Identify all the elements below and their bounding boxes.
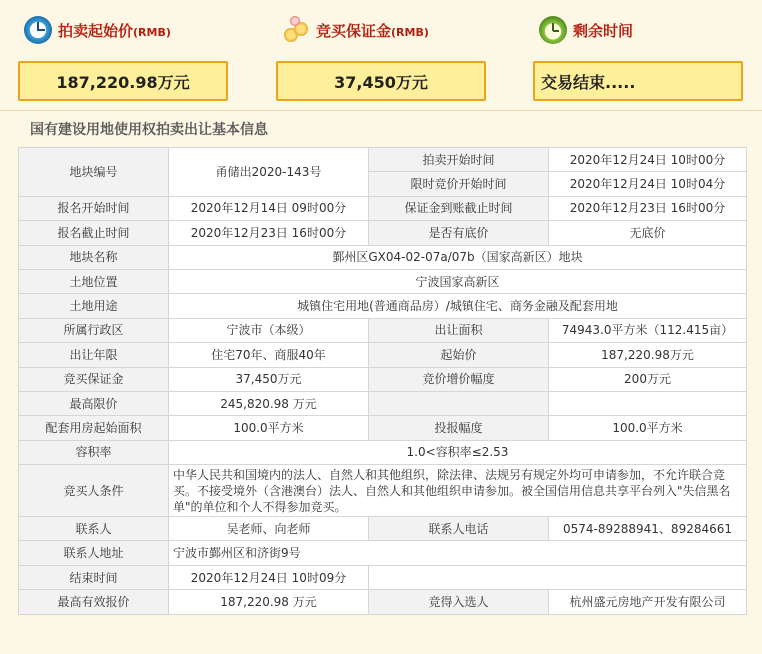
table-label: 竞买保证金 bbox=[19, 367, 169, 391]
table-label: 所属行政区 bbox=[19, 318, 169, 342]
table-value: 100.0平方米 bbox=[549, 416, 747, 440]
table-value: 1.0<容积率≤2.53 bbox=[169, 440, 747, 464]
table-value: 宁波国家高新区 bbox=[169, 269, 747, 293]
table-row bbox=[19, 416, 747, 440]
summary-bar bbox=[0, 0, 762, 108]
table-value: 200万元 bbox=[549, 367, 747, 391]
start-price-panel bbox=[18, 10, 256, 92]
table-value: 甬储出2020-143号 bbox=[169, 148, 369, 197]
deposit-value: 37,450万元 bbox=[276, 61, 486, 101]
table-value: 187,220.98万元 bbox=[549, 343, 747, 367]
table-label-empty bbox=[369, 391, 549, 415]
deposit-panel bbox=[276, 10, 514, 92]
deposit-title: 竞买保证金(RMB) bbox=[316, 21, 429, 40]
start-price-value: 187,220.98万元 bbox=[18, 61, 228, 101]
table-row bbox=[19, 343, 747, 367]
table-value: 0574-89288941、89284661 bbox=[549, 517, 747, 541]
table-label: 联系人 bbox=[19, 517, 169, 541]
start-price-title: 拍卖起始价(RMB) bbox=[58, 21, 171, 40]
table-value: 2020年12月24日 10时00分 bbox=[549, 148, 747, 172]
table-label: 投报幅度 bbox=[369, 416, 549, 440]
table-row bbox=[19, 440, 747, 464]
alarm-clock-icon bbox=[539, 16, 567, 44]
table-label: 起始价 bbox=[369, 343, 549, 367]
table-label: 土地位置 bbox=[19, 269, 169, 293]
table-row bbox=[19, 318, 747, 342]
table-row bbox=[19, 269, 747, 293]
table-label: 报名开始时间 bbox=[19, 196, 169, 220]
coins-icon bbox=[282, 16, 310, 44]
table-value: 杭州盛元房地产开发有限公司 bbox=[549, 590, 747, 614]
table-label: 最高限价 bbox=[19, 391, 169, 415]
table-value: 245,820.98 万元 bbox=[169, 391, 369, 415]
table-value: 城镇住宅用地(普通商品房）/城镇住宅、商务金融及配套用地 bbox=[169, 294, 747, 318]
table-value: 37,450万元 bbox=[169, 367, 369, 391]
table-label: 结束时间 bbox=[19, 565, 169, 589]
table-label: 是否有底价 bbox=[369, 221, 549, 245]
remaining-time-panel bbox=[533, 10, 762, 92]
remaining-time-value: 交易结束..... bbox=[533, 61, 743, 101]
table-row bbox=[19, 196, 747, 220]
table-value: 2020年12月23日 16时00分 bbox=[169, 221, 369, 245]
table-row bbox=[19, 465, 747, 517]
table-label: 限时竞价开始时间 bbox=[369, 172, 549, 196]
table-value: 宁波市（本级） bbox=[169, 318, 369, 342]
table-value: 宁波市鄞州区和济街9号 bbox=[169, 541, 747, 565]
table-value: 187,220.98 万元 bbox=[169, 590, 369, 614]
table-label: 出让面积 bbox=[369, 318, 549, 342]
table-value: 2020年12月24日 10时09分 bbox=[169, 565, 369, 589]
table-value-empty bbox=[369, 565, 747, 589]
table-value: 无底价 bbox=[549, 221, 747, 245]
table-label: 出让年限 bbox=[19, 343, 169, 367]
table-label: 土地用途 bbox=[19, 294, 169, 318]
table-label: 保证金到账截止时间 bbox=[369, 196, 549, 220]
table-label: 联系人电话 bbox=[369, 517, 549, 541]
table-row bbox=[19, 221, 747, 245]
table-value: 吴老师、向老师 bbox=[169, 517, 369, 541]
table-row bbox=[19, 367, 747, 391]
table-label: 地块名称 bbox=[19, 245, 169, 269]
table-label: 报名截止时间 bbox=[19, 221, 169, 245]
table-value-empty bbox=[549, 391, 747, 415]
table-label: 拍卖开始时间 bbox=[369, 148, 549, 172]
table-value: 2020年12月23日 16时00分 bbox=[549, 196, 747, 220]
table-label: 竞得入选人 bbox=[369, 590, 549, 614]
table-value: 2020年12月24日 10时04分 bbox=[549, 172, 747, 196]
table-value: 鄞州区GX04-02-07a/07b（国家高新区）地块 bbox=[169, 245, 747, 269]
table-value: 2020年12月14日 09时00分 bbox=[169, 196, 369, 220]
table-value: 中华人民共和国境内的法人、自然人和其他组织，除法律、法规另有规定外均可申请参加，不允许联合竞买。不接受境外（含港澳台）法人、自然人和其他组织申请参加。被全国信用信息共享平台列入"失信黑名单"的单位和个人不得参加竞买。 bbox=[169, 465, 747, 517]
table-row bbox=[19, 541, 747, 565]
table-value: 100.0平方米 bbox=[169, 416, 369, 440]
table-row bbox=[19, 294, 747, 318]
table-label: 竞买人条件 bbox=[19, 465, 169, 517]
table-label: 地块编号 bbox=[19, 148, 169, 197]
table-row bbox=[19, 245, 747, 269]
section-title: 国有建设用地使用权拍卖出让基本信息 bbox=[0, 110, 762, 147]
land-info-table bbox=[18, 147, 747, 615]
table-row bbox=[19, 148, 747, 172]
table-label: 最高有效报价 bbox=[19, 590, 169, 614]
clock-icon bbox=[24, 16, 52, 44]
table-value: 住宅70年、商服40年 bbox=[169, 343, 369, 367]
table-row bbox=[19, 391, 747, 415]
table-row bbox=[19, 590, 747, 614]
table-row bbox=[19, 565, 747, 589]
table-label: 联系人地址 bbox=[19, 541, 169, 565]
table-label: 配套用房起始面积 bbox=[19, 416, 169, 440]
table-value: 74943.0平方米（112.415亩） bbox=[549, 318, 747, 342]
table-label: 竞价增价幅度 bbox=[369, 367, 549, 391]
remaining-time-title: 剩余时间 bbox=[573, 21, 634, 40]
table-row bbox=[19, 517, 747, 541]
table-label: 容积率 bbox=[19, 440, 169, 464]
